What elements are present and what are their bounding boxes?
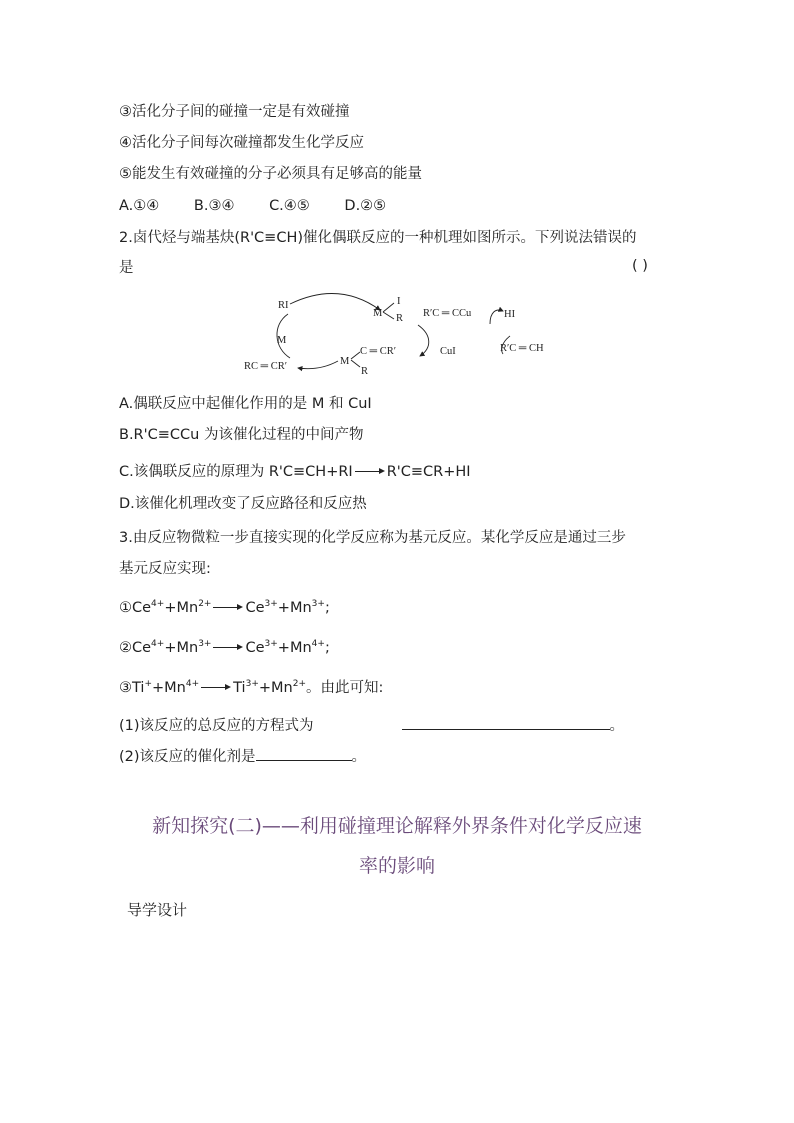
- cu-species-label: R′C ═ CCu: [423, 308, 472, 319]
- option-d: D.②⑤: [344, 198, 387, 214]
- option-c-rhs: R'C≡CR+HI: [386, 464, 471, 480]
- statement-5: ⑤能发生有效碰撞的分子必须具有足够高的能量: [119, 166, 422, 182]
- arrow-oxidative-addition: [290, 294, 380, 310]
- i-label: I: [397, 296, 401, 307]
- m2-bond-c: [351, 352, 360, 359]
- q2-stem-line1: 2.卤代烃与端基炔(R'C≡CH)催化偶联反应的一种机理如图所示。下列说法错误的: [119, 230, 637, 246]
- m2-bond-r: [351, 360, 360, 367]
- section-title-line1: 新知探究(二)——利用碰撞理论解释外界条件对化学反应速: [152, 815, 642, 837]
- alkyne-label: R′C ═ CH: [500, 343, 544, 354]
- m-bond-i: [383, 303, 394, 312]
- option-c: C.④⑤: [269, 198, 310, 214]
- mechanism-diagram: [240, 290, 560, 380]
- m-label-top: M: [373, 308, 383, 319]
- q2-stem-line2: 是: [119, 260, 134, 276]
- answer-blank-1[interactable]: [402, 715, 610, 730]
- reaction-2: $②Ce^{4+}+Mn^{3+}$ $Ce^{3+}+Mn^{4+}$;: [119, 639, 330, 656]
- answer-paren: ( ): [632, 258, 648, 274]
- sub-question-1: (1)该反应的总反应的方程式为 。: [119, 715, 624, 736]
- q3-stem-line2: 基元反应实现:: [119, 561, 211, 577]
- r2-label: R: [361, 366, 369, 377]
- r-label-top: R: [396, 313, 404, 324]
- q2-option-a: A.偶联反应中起催化作用的是 M 和 CuI: [119, 396, 372, 412]
- m-label: M: [277, 335, 287, 346]
- reaction-arrow-icon: [213, 603, 243, 613]
- option-b: B.③④: [193, 198, 235, 214]
- q2-option-b: B.R'C≡CCu 为该催化过程的中间产物: [119, 427, 364, 443]
- ri-label: RI: [278, 300, 289, 311]
- reaction-3: $③Ti^++Mn^{4+}$ $Ti^{3+}+Mn^{2+}$。由此可知:: [119, 679, 384, 696]
- hi-label: HI: [504, 309, 516, 320]
- option-c-lhs: C.该偶联反应的原理为 R'C≡CH+RI: [119, 464, 353, 480]
- m-bond-r: [383, 312, 394, 319]
- statement-3: ③活化分子间的碰撞一定是有效碰撞: [119, 104, 350, 120]
- section-title-line2: 率的影响: [358, 855, 435, 877]
- sub-question-2: (2)该反应的催化剂是 。: [119, 746, 366, 767]
- arrow-reductive-elimination: [298, 361, 338, 369]
- arrow-hi: [490, 310, 503, 324]
- product-label: RC ═ CR′: [244, 361, 287, 372]
- q2-option-c: [119, 462, 471, 482]
- q2-option-d: D.该催化机理改变了反应路径和反应热: [119, 496, 367, 512]
- answer-blank-2[interactable]: [256, 746, 352, 761]
- reaction-arrow-icon: [201, 683, 231, 693]
- reaction-arrow-icon: [213, 643, 243, 653]
- q1-options: [119, 196, 416, 216]
- q3-stem-line1: 3.由反应物微粒一步直接实现的化学反应称为基元反应。某化学反应是通过三步: [119, 530, 626, 546]
- statement-4: ④活化分子间每次碰撞都发生化学反应: [119, 135, 364, 151]
- cui-label: CuI: [440, 346, 456, 357]
- reaction-arrow-icon: [355, 467, 385, 477]
- section-subheading: 导学设计: [127, 901, 188, 919]
- m2-label: M: [340, 356, 350, 367]
- reaction-1: $①Ce^{4+}+Mn^{2+}$ $Ce^{3+}+Mn^{3+}$;: [119, 599, 330, 616]
- m2-sub-label: C ═ CR′: [360, 346, 396, 357]
- arrow-transmetalation: [418, 325, 429, 356]
- option-a: A.①④: [119, 198, 160, 214]
